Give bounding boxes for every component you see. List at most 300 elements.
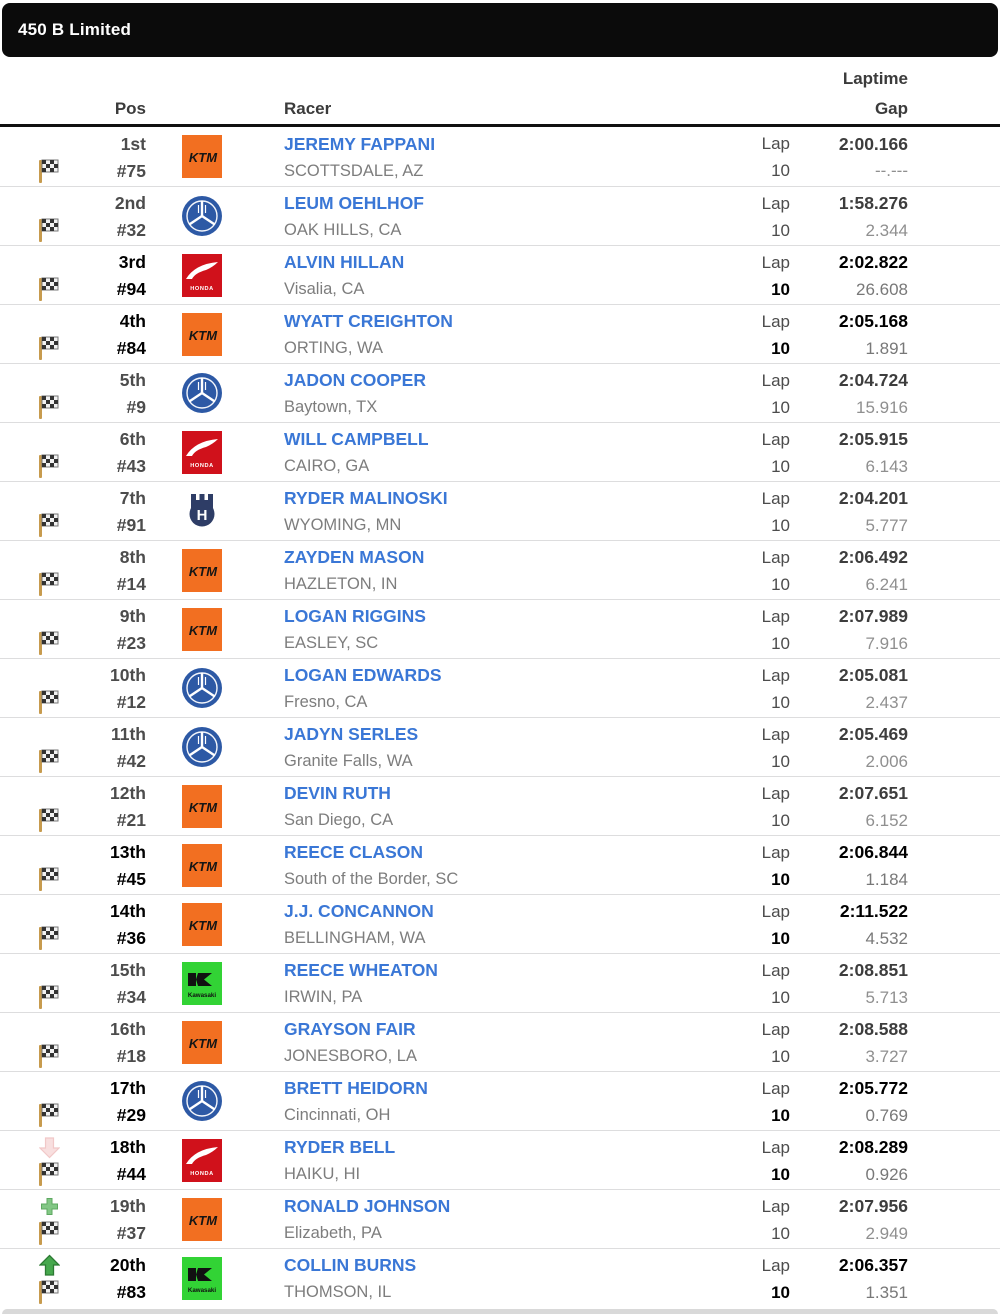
laptime-value: 2:04.201	[838, 488, 908, 508]
spacer	[146, 541, 182, 599]
racer-location: IRWIN, PA	[284, 988, 363, 1006]
position-change-icon	[36, 368, 62, 393]
racer-location: CAIRO, GA	[284, 457, 370, 475]
time-cell	[790, 541, 908, 599]
lap-cell	[730, 1013, 790, 1071]
position-change-icon	[36, 899, 62, 924]
spacer	[222, 127, 284, 186]
lap-label: Lap	[761, 960, 790, 980]
racer-name-link[interactable]: RYDER MALINOSKI	[284, 488, 448, 508]
position-cell	[62, 423, 146, 481]
gap-value: 3.727	[865, 1046, 908, 1066]
spacer	[146, 600, 182, 658]
racer-name-link[interactable]: REECE WHEATON	[284, 960, 438, 980]
lap-number: 10	[771, 1105, 790, 1125]
racer-number: #21	[116, 810, 146, 830]
racer-cell	[284, 423, 730, 481]
racer-name-link[interactable]: REECE CLASON	[284, 842, 424, 862]
laptime-value: 2:02.822	[838, 252, 908, 272]
laptime-value: 2:07.651	[838, 783, 908, 803]
position-change-icon	[36, 958, 62, 983]
racer-number: #43	[116, 456, 146, 476]
checkered-flag-icon	[36, 1101, 62, 1129]
racer-location: ORTING, WA	[284, 339, 383, 357]
racer-cell	[284, 836, 730, 894]
laptime-value: 2:08.588	[838, 1019, 908, 1039]
lap-label: Lap	[761, 606, 790, 626]
position-cell	[62, 718, 146, 776]
row-left-pad	[0, 305, 36, 363]
spacer	[222, 1249, 284, 1307]
class-header-bar[interactable]	[2, 3, 998, 57]
spacer	[146, 246, 182, 304]
gap-value: 6.241	[865, 574, 908, 594]
lap-cell	[730, 305, 790, 363]
status-cell	[36, 777, 62, 835]
lap-number: 10	[771, 220, 790, 240]
spacer	[222, 954, 284, 1012]
racer-location: Cincinnati, OH	[284, 1106, 391, 1124]
status-cell	[36, 541, 62, 599]
racer-location: OAK HILLS, CA	[284, 221, 402, 239]
row-left-pad	[0, 187, 36, 245]
yamaha-logo-icon	[182, 187, 222, 245]
row-right-pad	[908, 659, 1000, 717]
racer-cell	[284, 659, 730, 717]
column-header-gap: Gap	[874, 99, 908, 118]
position-label: 8th	[119, 547, 146, 567]
racer-location: EASLEY, SC	[284, 634, 379, 652]
racer-location: Granite Falls, WA	[284, 752, 413, 770]
time-cell	[790, 600, 908, 658]
racer-cell	[284, 1190, 730, 1248]
laptime-value: 2:06.492	[838, 547, 908, 567]
gap-value: 15.916	[856, 397, 908, 417]
spacer	[146, 777, 182, 835]
gap-value: 0.926	[865, 1164, 908, 1184]
position-label: 5th	[119, 370, 146, 390]
lap-cell	[730, 423, 790, 481]
lap-number: 10	[771, 692, 790, 712]
status-cell	[36, 1013, 62, 1071]
status-cell	[36, 187, 62, 245]
position-label: 7th	[119, 488, 146, 508]
spacer	[146, 954, 182, 1012]
gap-value: 1.891	[865, 338, 908, 358]
table-row	[0, 1248, 1000, 1307]
racer-number: #75	[116, 160, 146, 181]
lap-label: Lap	[761, 134, 790, 153]
row-left-pad	[0, 1249, 36, 1307]
racer-location: HAIKU, HI	[284, 1165, 361, 1183]
position-change-icon	[36, 604, 62, 629]
row-right-pad	[908, 836, 1000, 894]
spacer	[222, 1131, 284, 1189]
time-cell	[790, 777, 908, 835]
row-right-pad	[908, 423, 1000, 481]
checkered-flag-icon	[36, 334, 62, 362]
time-cell	[790, 836, 908, 894]
row-right-pad	[908, 1131, 1000, 1189]
position-cell	[62, 246, 146, 304]
racer-name-link[interactable]: J.J. CONCANNON	[284, 901, 434, 921]
spacer	[222, 1072, 284, 1130]
row-left-pad	[0, 127, 36, 186]
laptime-value: 2:06.844	[838, 842, 908, 862]
spacer	[222, 600, 284, 658]
time-cell	[790, 423, 908, 481]
row-right-pad	[908, 127, 1000, 186]
table-row	[0, 1071, 1000, 1130]
position-change-icon	[36, 309, 62, 334]
racer-cell	[284, 305, 730, 363]
lap-label: Lap	[761, 783, 790, 803]
gap-value: 5.713	[865, 987, 908, 1007]
time-cell	[790, 1190, 908, 1248]
laptime-value: 2:07.956	[838, 1196, 908, 1216]
lap-label: Lap	[761, 724, 790, 744]
racer-name-link[interactable]: DEVIN RUTH	[284, 783, 391, 803]
racer-name-link[interactable]: RYDER BELL	[284, 1137, 396, 1157]
row-right-pad	[908, 718, 1000, 776]
time-cell	[790, 364, 908, 422]
spacer	[222, 659, 284, 717]
position-label: 19th	[110, 1196, 146, 1216]
plus-arrow-icon	[36, 1194, 62, 1219]
position-cell	[62, 127, 146, 186]
ktm-logo-icon	[182, 541, 222, 599]
gap-value: 4.532	[865, 928, 908, 948]
position-cell	[62, 777, 146, 835]
racer-number: #44	[116, 1164, 146, 1184]
racer-number: #23	[116, 633, 146, 653]
time-cell	[790, 1131, 908, 1189]
racer-name-link[interactable]: WILL CAMPBELL	[284, 429, 429, 449]
lap-label: Lap	[761, 665, 790, 685]
racer-number: #45	[116, 869, 146, 889]
honda-logo-icon	[182, 246, 222, 304]
ktm-logo-icon	[182, 600, 222, 658]
laptime-value: 1:58.276	[838, 193, 908, 213]
racer-location: BELLINGHAM, WA	[284, 929, 426, 947]
yamaha-logo-icon	[182, 1072, 222, 1130]
racer-cell	[284, 246, 730, 304]
time-cell	[790, 895, 908, 953]
racer-location: THOMSON, IL	[284, 1283, 392, 1301]
spacer	[222, 1190, 284, 1248]
position-change-icon	[36, 1017, 62, 1042]
racer-cell	[284, 1249, 730, 1307]
table-row	[0, 245, 1000, 304]
ktm-logo-icon	[182, 836, 222, 894]
spacer	[146, 127, 182, 186]
lap-number: 10	[771, 397, 790, 417]
spacer	[222, 246, 284, 304]
lap-label: Lap	[761, 842, 790, 862]
row-right-pad	[908, 305, 1000, 363]
table-row	[0, 599, 1000, 658]
status-cell	[36, 718, 62, 776]
spacer	[146, 1013, 182, 1071]
racer-number: #37	[116, 1223, 146, 1243]
status-cell	[36, 305, 62, 363]
row-left-pad	[0, 659, 36, 717]
checkered-flag-icon	[36, 452, 62, 480]
time-cell	[790, 659, 908, 717]
time-cell	[790, 954, 908, 1012]
racer-name-link[interactable]: JADYN SERLES	[284, 724, 419, 744]
row-right-pad	[908, 895, 1000, 953]
kawasaki-logo-icon	[182, 1249, 222, 1307]
status-cell	[36, 1072, 62, 1130]
position-cell	[62, 1249, 146, 1307]
honda-logo-icon	[182, 423, 222, 481]
lap-number: 10	[771, 279, 790, 299]
lap-cell	[730, 127, 790, 186]
table-row	[0, 186, 1000, 245]
svg-text:KTM: KTM	[188, 150, 218, 165]
racer-cell	[284, 364, 730, 422]
checkered-flag-icon	[36, 865, 62, 893]
lap-cell	[730, 600, 790, 658]
table-row	[0, 1130, 1000, 1189]
spacer	[146, 1072, 182, 1130]
lap-cell	[730, 777, 790, 835]
position-cell	[62, 895, 146, 953]
racer-cell	[284, 1131, 730, 1189]
status-cell	[36, 954, 62, 1012]
lap-number: 10	[771, 1046, 790, 1066]
row-left-pad	[0, 895, 36, 953]
svg-text:KTM: KTM	[188, 1035, 218, 1051]
row-left-pad	[0, 246, 36, 304]
lap-label: Lap	[761, 547, 790, 567]
lap-label: Lap	[761, 1019, 790, 1039]
position-cell	[62, 1131, 146, 1189]
table-row	[0, 304, 1000, 363]
row-left-pad	[0, 954, 36, 1012]
position-label: 16th	[110, 1019, 146, 1039]
status-cell	[36, 246, 62, 304]
table-header	[0, 57, 1000, 127]
racer-name-link[interactable]: ZAYDEN MASON	[284, 547, 425, 567]
lap-cell	[730, 1249, 790, 1307]
position-label: 2nd	[114, 193, 146, 213]
checkered-flag-icon	[36, 983, 62, 1011]
ktm-logo-icon	[182, 1190, 222, 1248]
spacer	[146, 1190, 182, 1248]
ktm-logo-icon	[182, 305, 222, 363]
status-cell	[36, 482, 62, 540]
position-cell	[62, 305, 146, 363]
racer-cell	[284, 541, 730, 599]
status-cell	[36, 364, 62, 422]
racer-cell	[284, 895, 730, 953]
racer-name-link[interactable]: COLLIN BURNS	[284, 1255, 417, 1275]
svg-text:KTM: KTM	[188, 799, 218, 815]
laptime-value: 2:05.469	[838, 724, 908, 744]
lap-number: 10	[771, 928, 790, 948]
row-left-pad	[0, 1013, 36, 1071]
row-right-pad	[908, 600, 1000, 658]
checkered-flag-icon	[36, 747, 62, 775]
svg-text:KTM: KTM	[188, 563, 218, 579]
racer-number: #32	[116, 220, 146, 240]
racer-number: #36	[116, 928, 146, 948]
laptime-value: 2:04.724	[838, 370, 908, 390]
racer-number: #84	[116, 338, 146, 358]
gap-value: 6.152	[865, 810, 908, 830]
position-cell	[62, 364, 146, 422]
lap-number: 10	[771, 456, 790, 476]
position-cell	[62, 600, 146, 658]
position-label: 1st	[120, 133, 146, 154]
svg-text:KTM: KTM	[188, 917, 218, 933]
gap-value: 0.769	[865, 1105, 908, 1125]
honda-logo-icon	[182, 1131, 222, 1189]
racer-number: #91	[116, 515, 146, 535]
ktm-logo-icon	[182, 777, 222, 835]
time-cell	[790, 1072, 908, 1130]
racer-name-link[interactable]: LEUM OEHLHOF	[284, 193, 424, 213]
racer-name-link[interactable]: ALVIN HILLAN	[284, 252, 405, 272]
status-cell	[36, 836, 62, 894]
position-label: 15th	[110, 960, 146, 980]
checkered-flag-icon	[36, 924, 62, 952]
up-arrow-icon	[36, 1253, 62, 1278]
row-right-pad	[908, 1072, 1000, 1130]
svg-text:KTM: KTM	[188, 858, 218, 874]
spacer	[222, 187, 284, 245]
racer-number: #29	[116, 1105, 146, 1125]
laptime-value: 2:11.522	[839, 901, 908, 921]
lap-label: Lap	[761, 311, 790, 331]
racer-name-link[interactable]: BRETT HEIDORN	[284, 1078, 428, 1098]
row-right-pad	[908, 246, 1000, 304]
row-left-pad	[0, 1072, 36, 1130]
spacer	[146, 1131, 182, 1189]
spacer	[222, 482, 284, 540]
racer-name-link[interactable]: LOGAN EDWARDS	[284, 665, 442, 685]
time-cell	[790, 305, 908, 363]
down-arrow-icon	[36, 1135, 62, 1160]
lap-cell	[730, 482, 790, 540]
row-left-pad	[0, 777, 36, 835]
lap-cell	[730, 1190, 790, 1248]
table-row	[0, 1189, 1000, 1248]
lap-cell	[730, 954, 790, 1012]
lap-label: Lap	[761, 1196, 790, 1216]
class-title: 450 B Limited	[18, 20, 132, 39]
row-right-pad	[908, 954, 1000, 1012]
ktm-logo-icon	[182, 895, 222, 953]
racer-number: #34	[116, 987, 146, 1007]
racer-location: JONESBORO, LA	[284, 1047, 417, 1065]
row-right-pad	[908, 1190, 1000, 1248]
table-row	[0, 835, 1000, 894]
laptime-value: 2:05.772	[838, 1078, 908, 1098]
racer-cell	[284, 718, 730, 776]
position-change-icon	[36, 1076, 62, 1101]
position-change-icon	[36, 663, 62, 688]
status-cell	[36, 423, 62, 481]
spacer	[146, 1249, 182, 1307]
time-cell	[790, 1013, 908, 1071]
spacer	[222, 541, 284, 599]
position-change-icon	[36, 132, 62, 157]
racer-name-link[interactable]: JADON COOPER	[284, 370, 426, 390]
checkered-flag-icon	[36, 629, 62, 657]
spacer	[146, 659, 182, 717]
time-cell	[790, 127, 908, 186]
row-left-pad	[0, 1131, 36, 1189]
yamaha-logo-icon	[182, 659, 222, 717]
gap-value: 2.437	[865, 692, 908, 712]
checkered-flag-icon	[36, 1042, 62, 1070]
lap-cell	[730, 1131, 790, 1189]
status-cell	[36, 659, 62, 717]
racer-number: #83	[116, 1282, 146, 1302]
spacer	[222, 305, 284, 363]
row-right-pad	[908, 187, 1000, 245]
position-cell	[62, 541, 146, 599]
results-table	[0, 127, 1000, 1307]
table-row	[0, 422, 1000, 481]
lap-cell	[730, 836, 790, 894]
lap-cell	[730, 1072, 790, 1130]
racer-cell	[284, 777, 730, 835]
racer-name-link[interactable]: WYATT CREIGHTON	[284, 311, 453, 331]
racer-location: Fresno, CA	[284, 693, 368, 711]
racer-cell	[284, 954, 730, 1012]
lap-cell	[730, 246, 790, 304]
racer-location: WYOMING, MN	[284, 516, 402, 534]
spacer	[146, 718, 182, 776]
position-label: 12th	[110, 783, 146, 803]
racer-name-link[interactable]: LOGAN RIGGINS	[284, 606, 426, 626]
svg-text:HONDA: HONDA	[190, 462, 214, 469]
laptime-value: 2:06.357	[838, 1255, 908, 1275]
gap-value: 5.777	[865, 515, 908, 535]
gap-value: 2.344	[865, 220, 908, 240]
spacer	[222, 777, 284, 835]
lap-number: 10	[771, 869, 790, 889]
racer-name-link[interactable]: GRAYSON FAIR	[284, 1019, 416, 1039]
yamaha-logo-icon	[182, 364, 222, 422]
racer-cell	[284, 1013, 730, 1071]
table-row	[0, 717, 1000, 776]
position-change-icon	[36, 840, 62, 865]
checkered-flag-icon	[36, 570, 62, 598]
racer-location: HAZLETON, IN	[284, 575, 398, 593]
laptime-value: 2:07.989	[838, 606, 908, 626]
checkered-flag-icon	[36, 216, 62, 244]
yamaha-logo-icon	[182, 718, 222, 776]
time-cell	[790, 482, 908, 540]
row-left-pad	[0, 423, 36, 481]
ktm-logo-icon	[182, 127, 222, 186]
lap-cell	[730, 541, 790, 599]
lap-cell	[730, 364, 790, 422]
racer-name-link[interactable]: JEREMY FAPPANI	[284, 133, 436, 154]
lap-cell	[730, 659, 790, 717]
row-right-pad	[908, 364, 1000, 422]
position-cell	[62, 482, 146, 540]
lap-cell	[730, 187, 790, 245]
racer-number: #94	[116, 279, 146, 299]
racer-name-link[interactable]: RONALD JOHNSON	[284, 1196, 451, 1216]
position-cell	[62, 836, 146, 894]
